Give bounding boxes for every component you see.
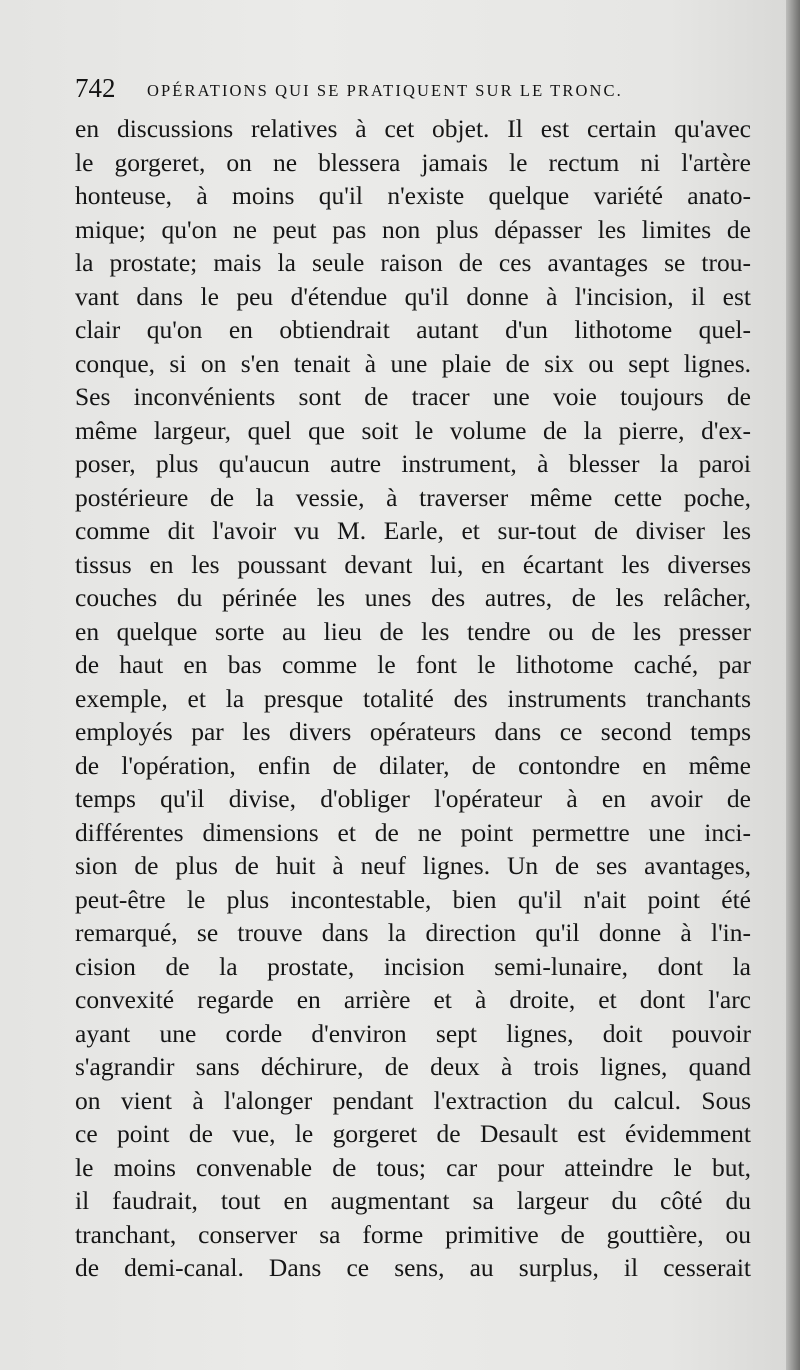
text-line: Ses inconvénients sont de tracer une voie toujours de (75, 382, 751, 411)
text-line: la prostate; mais la seule raison de ces avantages se trou- (75, 248, 751, 277)
page-header (75, 73, 715, 104)
text-line: honteuse, à moins qu'il n'existe quelque variété anato- (75, 181, 751, 210)
text-line: en discussions relatives à cet objet. Il est certain qu'avec (75, 114, 751, 143)
text-line: exemple, et la presque totalité des instruments tranchants (75, 683, 751, 713)
text-line: peut-être le plus incontestable, bien qu'il n'ait point été (75, 884, 751, 914)
text-line: ce point de vue, le gorgeret de Desault est évidemment (75, 1119, 751, 1148)
text-line: remarqué, se trouve dans la direction qu'il donne à l'in- (75, 918, 751, 947)
text-line: le gorgeret, on ne blessera jamais le rectum ni l'artère (75, 147, 751, 177)
text-line: cision de la prostate, incision semi-lunaire, dont la (75, 951, 751, 981)
text-line: en quelque sorte au lieu de les tendre ou de les presser (75, 616, 751, 646)
text-line: clair qu'on en obtiendrait autant d'un lithotome quel- (75, 315, 751, 344)
text-line: même largeur, quel que soit le volume de la pierre, d'ex- (75, 415, 751, 445)
text-line: conque, si on s'en tenait à une plaie de six ou sept lignes. (75, 348, 751, 378)
text-line: de haut en bas comme le font le lithotome caché, par (75, 650, 751, 679)
text-line: sion de plus de huit à neuf lignes. Un de ses avantages, (75, 851, 751, 880)
page-edge-shadow (786, 0, 800, 1370)
text-line: s'agrandir sans déchirure, de deux à trois lignes, quand (75, 1052, 751, 1081)
text-line: vant dans le peu d'étendue qu'il donne à l'incision, il est (75, 281, 751, 311)
text-line: comme dit l'avoir vu M. Earle, et sur-tout de diviser les (75, 516, 751, 545)
text-line: de demi-canal. Dans ce sens, au surplus, il cesserait (75, 1253, 751, 1282)
text-line: mique; qu'on ne peut pas non plus dépasser les limites de (75, 214, 751, 244)
text-line: tissus en les poussant devant lui, en écartant les diverses (75, 549, 751, 579)
text-line: on vient à l'alonger pendant l'extraction du calcul. Sous (75, 1085, 751, 1115)
text-line: différentes dimensions et de ne point permettre une inci- (75, 817, 751, 847)
running-title: OPÉRATIONS QUI SE PRATIQUENT SUR LE TRONC. (147, 81, 623, 100)
text-line: employés par les divers opérateurs dans ce second temps (75, 717, 751, 746)
text-line: temps qu'il divise, d'obliger l'opérateur à en avoir de (75, 784, 751, 813)
text-line: il faudrait, tout en augmentant sa largeur du côté du (75, 1186, 751, 1215)
page-number: 742 (75, 73, 116, 103)
text-line: le moins convenable de tous; car pour atteindre le but, (75, 1152, 751, 1182)
text-line: ayant une corde d'environ sept lignes, doit pouvoir (75, 1018, 751, 1048)
text-line: couches du périnée les unes des autres, de les relâcher, (75, 583, 751, 612)
text-line: convexité regarde en arrière et à droite, et dont l'arc (75, 985, 751, 1014)
text-line: postérieure de la vessie, à traverser même cette poche, (75, 482, 751, 512)
text-line: tranchant, conserver sa forme primitive de gouttière, ou (75, 1219, 751, 1249)
body-text (75, 112, 751, 1285)
text-line: de l'opération, enfin de dilater, de contondre en même (75, 750, 751, 780)
text-line: poser, plus qu'aucun autre instrument, à blesser la paroi (75, 449, 751, 478)
